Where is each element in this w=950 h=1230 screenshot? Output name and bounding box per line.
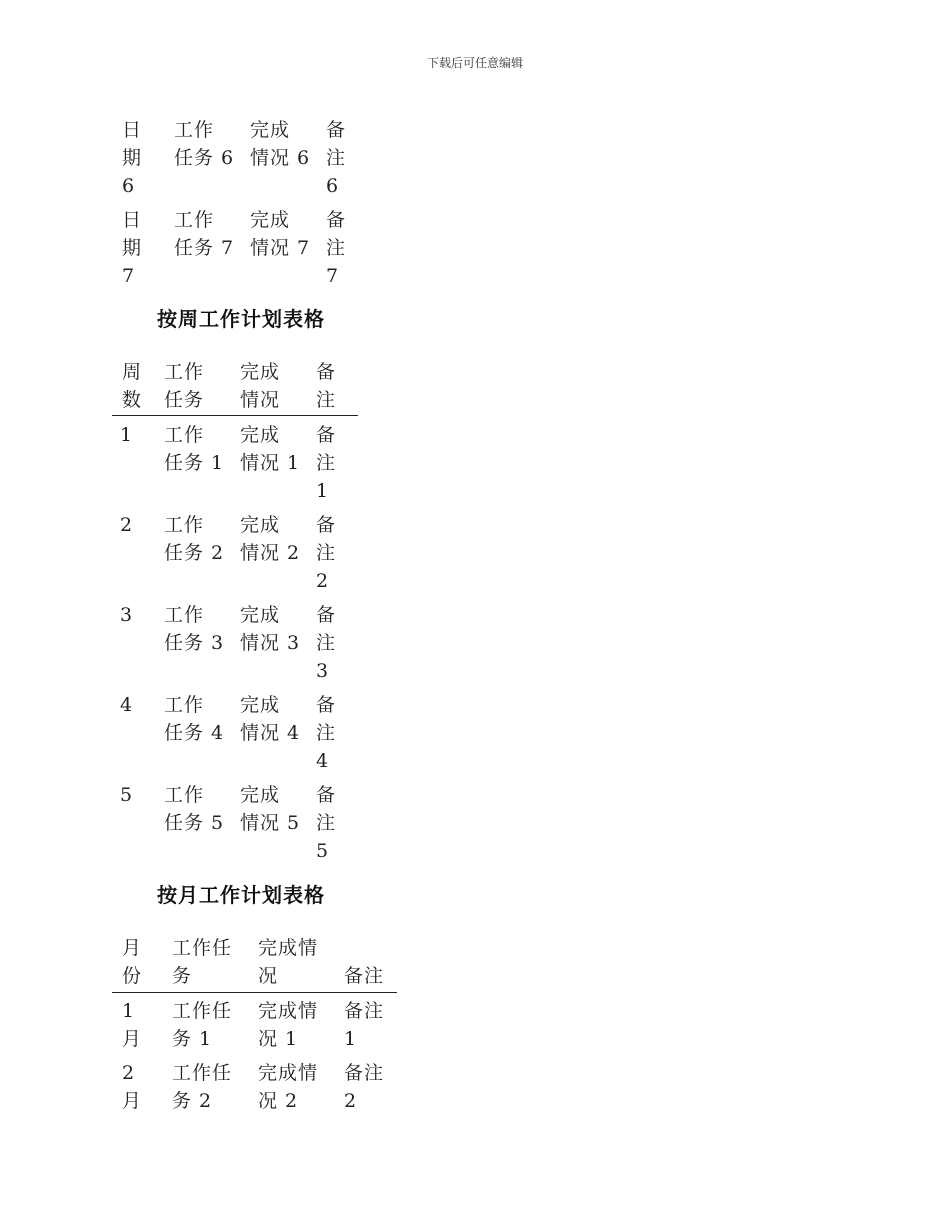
week-cell: 2 xyxy=(120,514,134,536)
month-cell: 2 月 xyxy=(122,1062,143,1112)
date-cell: 日 期 7 xyxy=(122,209,143,287)
date-cell: 日 期 6 xyxy=(122,119,143,197)
note-column-header: 备注 xyxy=(344,965,385,987)
note-cell: 备 注 1 xyxy=(316,424,337,502)
note-cell: 备注 1 xyxy=(344,1000,385,1050)
note-cell: 备 注 6 xyxy=(326,119,347,197)
status-cell: 完成 情况 1 xyxy=(240,424,301,474)
weekly-plan-title: 按周工作计划表格 xyxy=(157,307,325,331)
task-cell: 工作 任务 7 xyxy=(174,209,235,259)
note-cell: 备注 2 xyxy=(344,1062,385,1112)
status-cell: 完成 情况 4 xyxy=(240,694,301,744)
task-cell: 工作 任务 6 xyxy=(174,119,235,169)
monthly-plan-title: 按月工作计划表格 xyxy=(157,883,325,907)
note-cell: 备 注 5 xyxy=(316,784,337,862)
week-cell: 5 xyxy=(120,784,134,806)
note-cell: 备 注 3 xyxy=(316,604,337,682)
week-cell: 4 xyxy=(120,694,134,716)
note-cell: 备 注 7 xyxy=(326,209,347,287)
note-cell: 备 注 4 xyxy=(316,694,337,772)
note-column-header: 备 注 xyxy=(316,361,337,411)
status-cell: 完成 情况 5 xyxy=(240,784,301,834)
month-cell: 1 月 xyxy=(122,1000,143,1050)
status-cell: 完成 情况 2 xyxy=(240,514,301,564)
status-cell: 完成 情况 3 xyxy=(240,604,301,654)
week-cell: 1 xyxy=(120,424,134,446)
header-divider xyxy=(112,992,397,993)
week-cell: 3 xyxy=(120,604,134,626)
task-cell: 工作任 务 2 xyxy=(172,1062,233,1112)
header-divider xyxy=(112,415,358,416)
task-cell: 工作 任务 1 xyxy=(164,424,225,474)
task-cell: 工作 任务 5 xyxy=(164,784,225,834)
task-cell: 工作 任务 4 xyxy=(164,694,225,744)
download-editable-note: 下载后可任意编辑 xyxy=(426,56,523,70)
task-cell: 工作任 务 1 xyxy=(172,1000,233,1050)
status-column-header: 完成 情况 xyxy=(240,361,281,411)
status-column-header: 完成情 况 xyxy=(258,937,319,987)
task-column-header: 工作任 务 xyxy=(172,937,233,987)
month-column-header: 月 份 xyxy=(122,937,143,987)
task-cell: 工作 任务 2 xyxy=(164,514,225,564)
task-cell: 工作 任务 3 xyxy=(164,604,225,654)
week-column-header: 周 数 xyxy=(122,361,143,411)
status-cell: 完成情 况 1 xyxy=(258,1000,319,1050)
status-cell: 完成 情况 7 xyxy=(250,209,311,259)
note-cell: 备 注 2 xyxy=(316,514,337,592)
status-cell: 完成 情况 6 xyxy=(250,119,311,169)
status-cell: 完成情 况 2 xyxy=(258,1062,319,1112)
task-column-header: 工作 任务 xyxy=(164,361,205,411)
